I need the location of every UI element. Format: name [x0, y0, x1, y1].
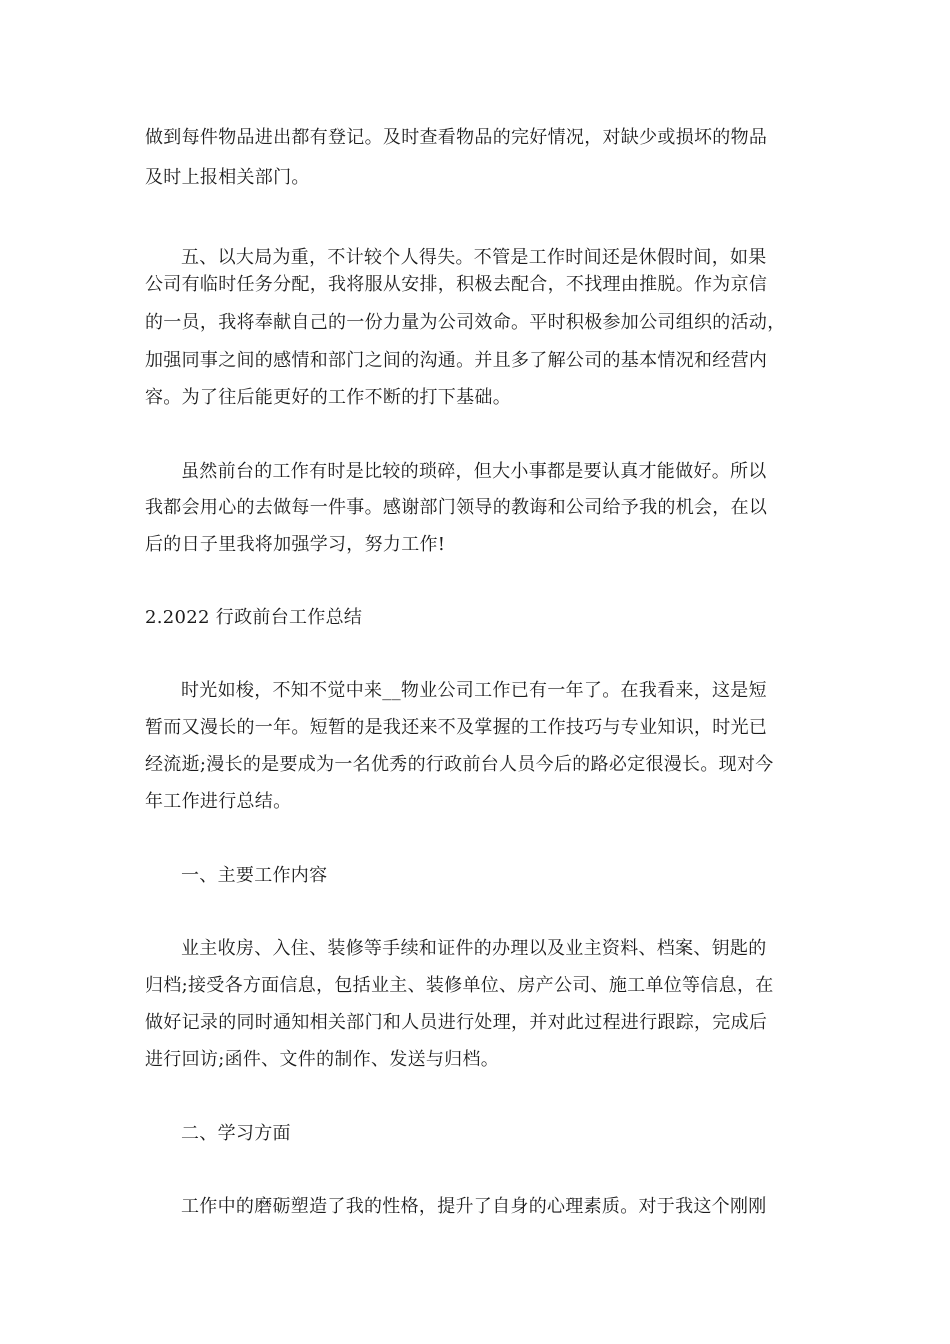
paragraph-line: 归档;接受各方面信息，包括业主、装修单位、房产公司、施工单位等信息，在: [145, 975, 774, 996]
paragraph-line: 后的日子里我将加强学习，努力工作!: [145, 534, 446, 555]
paragraph-line: 年工作进行总结。: [145, 791, 292, 812]
paragraph-line: 虽然前台的工作有时是比较的琐碎，但大小事都是要认真才能做好。所以: [181, 461, 767, 482]
paragraph-line: 暂而又漫长的一年。短暂的是我还来不及掌握的工作技巧与专业知识，时光已: [145, 717, 768, 738]
section-title: 2.2022 行政前台工作总结: [145, 607, 363, 628]
paragraph-line: 经流逝;漫长的是要成为一名优秀的行政前台人员今后的路必定很漫长。现对今: [145, 754, 774, 775]
paragraph-line: 进行回访;函件、文件的制作、发送与归档。: [145, 1049, 500, 1070]
paragraph-line: 容。为了往后能更好的工作不断的打下基础。: [145, 387, 511, 408]
paragraph-line: 业主收房、入住、装修等手续和证件的办理以及业主资料、档案、钥匙的: [181, 938, 767, 959]
paragraph-line: 我都会用心的去做每一件事。感谢部门领导的教诲和公司给予我的机会，在以: [145, 497, 768, 518]
paragraph-line: 五、以大局为重，不计较个人得失。不管是工作时间还是休假时间，如果: [181, 247, 767, 268]
paragraph-line: 做好记录的同时通知相关部门和人员进行处理，并对此过程进行跟踪，完成后: [145, 1012, 768, 1033]
paragraph-line: 公司有临时任务分配，我将服从安排，积极去配合，不找理由推脱。作为京信: [145, 274, 768, 295]
subsection-heading: 一、主要工作内容: [181, 865, 328, 886]
subsection-heading: 二、学习方面: [181, 1123, 291, 1144]
paragraph-line: 加强同事之间的感情和部门之间的沟通。并且多了解公司的基本情况和经营内: [145, 350, 768, 371]
paragraph-line: 时光如梭，不知不觉中来__物业公司工作已有一年了。在我看来，这是短: [181, 680, 767, 701]
paragraph-line: 做到每件物品进出都有登记。及时查看物品的完好情况，对缺少或损坏的物品: [145, 127, 768, 148]
paragraph-line: 的一员，我将奉献自己的一份力量为公司效命。平时积极参加公司组织的活动，: [145, 312, 786, 333]
paragraph-line: 及时上报相关部门。: [145, 167, 310, 188]
paragraph-line: 工作中的磨砺塑造了我的性格，提升了自身的心理素质。对于我这个刚刚: [181, 1196, 767, 1217]
